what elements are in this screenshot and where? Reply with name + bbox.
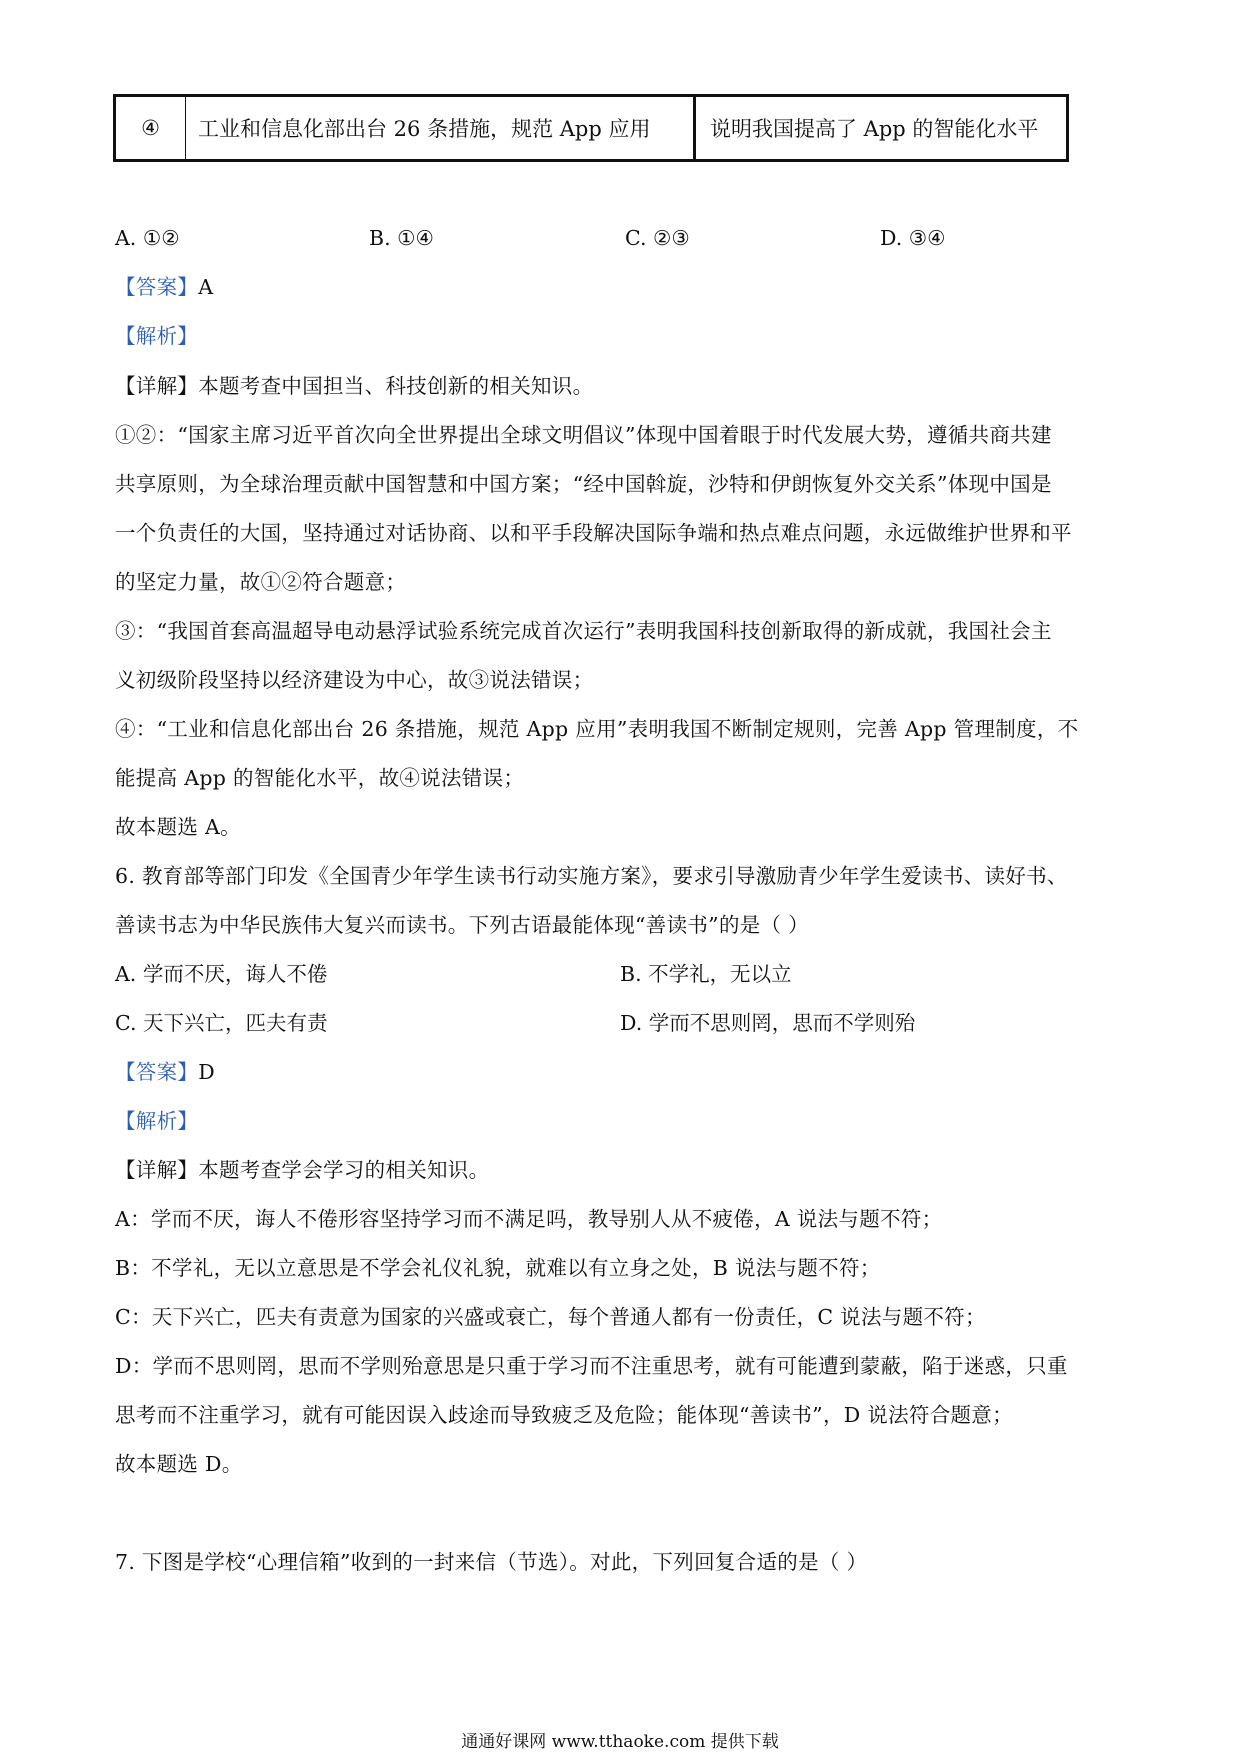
q6-option-c: C. 天下兴亡，匹夫有责: [115, 1011, 328, 1035]
answer-value: A: [198, 275, 214, 299]
q5-option-a: A. ①②: [115, 226, 180, 250]
q5-explanation-line: 共享原则，为全球治理贡献中国智慧和中国方案；“经中国斡旋，沙特和伊朗恢复外交关系”体现中国是: [115, 472, 1052, 496]
q5-explanation-line: ④：“工业和信息化部出台 26 条措施，规范 App 应用”表明我国不断制定规则，完善 App 管理制度，不: [115, 717, 1079, 741]
q5-explanation-line: ③：“我国首套高温超导电动悬浮试验系统完成首次运行”表明我国科技创新取得的新成就，我国社会主: [115, 619, 1052, 643]
detail-label: 【详解】: [115, 374, 199, 398]
detail-text: 本题考查学会学习的相关知识。: [198, 1158, 490, 1182]
q6-stem-line: 6. 教育部等部门印发《全国青少年学生读书行动实施方案》，要求引导激励青少年学生爱读书、读好书、: [115, 864, 1068, 888]
detail-text: 本题考查中国担当、科技创新的相关知识。: [198, 374, 594, 398]
detail-label: 【详解】: [115, 1158, 199, 1182]
q5-analysis-label: 【解析】: [115, 324, 199, 348]
q5-conclusion: 故本题选 A。: [115, 815, 241, 839]
q5-detail: [115, 373, 593, 399]
q6-stem-line: 善读书志为中华民族伟大复兴而读书。下列古语最能体现“善读书”的是（ ）: [115, 913, 809, 937]
material-cell: 工业和信息化部出台 26 条措施，规范 App 应用: [186, 97, 696, 159]
q5-explanation-line: 能提高 App 的智能化水平，故④说法错误；: [115, 766, 525, 790]
q5-explanation-line: 的坚定力量，故①②符合题意；: [115, 570, 407, 594]
q6-explanation-line: C：天下兴亡，匹夫有责意为国家的兴盛或衰亡，每个普通人都有一份责任，C 说法与题不符；: [115, 1305, 986, 1329]
q5-explanation-line: 一个负责任的大国，坚持通过对话协商、以和平手段解决国际争端和热点难点问题，永远做维护世界和平: [115, 521, 1072, 545]
row-number-cell: ④: [116, 97, 186, 159]
q6-detail: [115, 1157, 489, 1183]
q6-explanation-line: 思考而不注重学习，就有可能因误入歧途而导致疲乏及危险；能体现“善读书”，D 说法符合题意；: [115, 1403, 1013, 1427]
q6-conclusion: 故本题选 D。: [115, 1452, 243, 1476]
q6-option-a: A. 学而不厌，诲人不倦: [115, 962, 328, 986]
interpretation-cell: 说明我国提高了 App 的智能化水平: [710, 117, 1039, 141]
q5-option-b: B. ①④: [369, 226, 434, 250]
q5-option-d: D. ③④: [880, 226, 946, 250]
q6-answer: [115, 1059, 215, 1085]
answer-label: 【答案】: [115, 275, 199, 299]
q6-explanation-line: B：不学礼，无以立意思是不学会礼仪礼貌，就难以有立身之处，B 说法与题不符；: [115, 1256, 881, 1280]
answer-value: D: [198, 1060, 215, 1084]
page-footer-watermark: 通通好课网 www.tthaoke.com 提供下载: [461, 1732, 779, 1752]
q5-explanation-line: 义初级阶段坚持以经济建设为中心，故③说法错误；: [115, 668, 594, 692]
q6-option-b: B. 不学礼，无以立: [620, 962, 792, 986]
material-table-row: [113, 94, 1069, 162]
q6-option-d: D. 学而不思则罔，思而不学则殆: [620, 1011, 916, 1035]
q5-explanation-line: ①②：“国家主席习近平首次向全世界提出全球文明倡议”体现中国着眼于时代发展大势，遵循共商共建: [115, 423, 1052, 447]
q5-option-c: C. ②③: [625, 226, 690, 250]
q6-analysis-label: 【解析】: [115, 1109, 199, 1133]
q6-explanation-line: A：学而不厌，诲人不倦形容坚持学习而不满足吗，教导别人从不疲倦，A 说法与题不符；: [115, 1207, 943, 1231]
q5-answer: [115, 274, 213, 300]
q6-explanation-line: D：学而不思则罔，思而不学则殆意思是只重于学习而不注重思考，就有可能遭到蒙蔽，陷于迷惑，只重: [115, 1354, 1068, 1378]
answer-label: 【答案】: [115, 1060, 199, 1084]
q7-stem: 7. 下图是学校“心理信箱”收到的一封来信（节选）。对此，下列回复合适的是（ ）: [115, 1550, 868, 1574]
